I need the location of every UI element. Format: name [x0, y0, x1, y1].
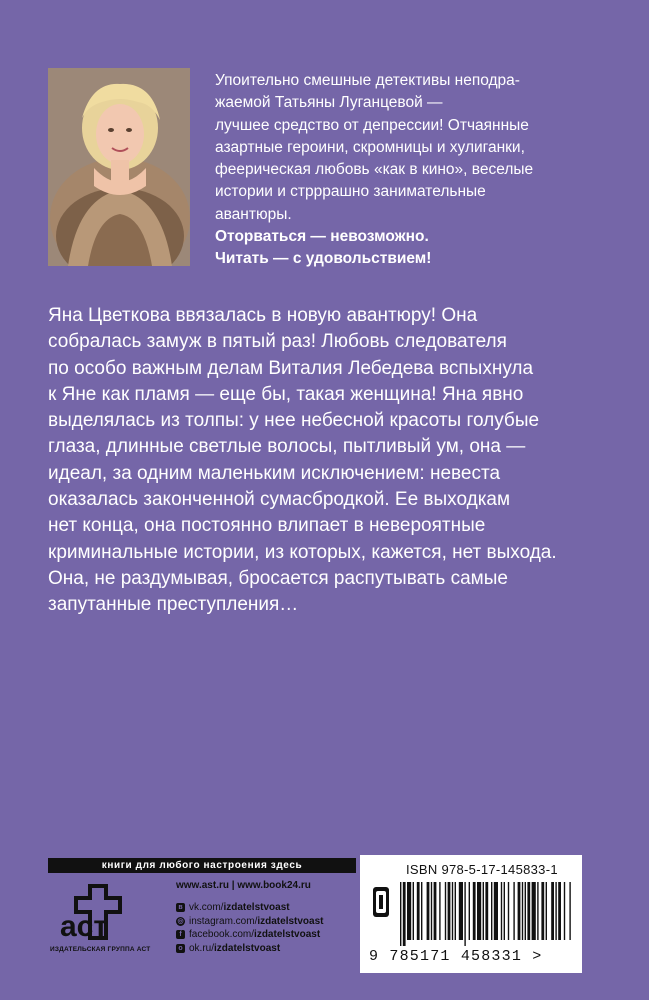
barcode-bar [551, 882, 554, 940]
barcode-bar [558, 882, 561, 940]
social-prefix: facebook.com/ [189, 929, 255, 941]
barcode-bar [403, 882, 406, 946]
description-line: криминальные истории, из которых, кажется, нет выхода. [48, 541, 557, 563]
isbn: ISBN 978-5-17-145833-1 [406, 862, 558, 877]
description-line: собралась замуж в пятый раз! Любовь следователя [48, 331, 507, 353]
vk-icon: в [176, 903, 185, 912]
blurb-line: истории и стрррашно занимательные [215, 183, 486, 201]
barcode-bar [483, 882, 484, 940]
description-line: глаза, длинные светлые волосы, пытливый ум, она — [48, 436, 526, 458]
barcode-bar [522, 882, 523, 940]
barcode-bar [508, 882, 509, 940]
barcode-bar [417, 882, 420, 940]
description-line: Она, не раздумывая, бросается распутывать самые [48, 567, 508, 589]
barcode-bar [434, 882, 437, 940]
barcode-bar [525, 882, 526, 940]
publisher-caption: ИЗДАТЕЛЬСКАЯ ГРУППА АСТ [50, 946, 151, 953]
barcode-bar [477, 882, 481, 940]
social-handle: izdatelstvoast [257, 915, 324, 927]
barcode-bar [527, 882, 530, 940]
barcode-bar [407, 882, 411, 940]
social-handle: izdatelstvoast [254, 929, 321, 941]
social-prefix: instagram.com/ [189, 915, 258, 927]
description-line: к Яне как пламя — еще бы, такая женщина! Яна явно [48, 383, 524, 405]
barcode-bar [473, 882, 476, 940]
barcode-bar [439, 882, 440, 940]
age-seal-icon [372, 886, 390, 918]
barcode-bar [448, 882, 451, 940]
barcode-bar [504, 882, 505, 940]
blurb [215, 70, 615, 271]
blurb-line: жаемой Татьяны Луганцевой — [215, 94, 443, 112]
barcode-bar [459, 882, 463, 940]
description-line: нет конца, она постоянно влипает в невероятные [48, 515, 486, 537]
description-line: по особо важным делам Виталия Лебедева вспыхнула [48, 357, 534, 379]
author-photo [48, 68, 190, 266]
barcode-bar [532, 882, 536, 940]
odnoklassniki-icon: о [176, 944, 185, 953]
blurb-line: лучшее средство от депрессии! Отчаянные [215, 116, 529, 134]
barcode-bar [513, 882, 514, 940]
blurb-line: Упоительно смешные детективы неподра- [215, 72, 520, 89]
blurb-line: азартные героини, скромницы и хулиганки, [215, 138, 525, 156]
social-link-vk[interactable] [176, 901, 366, 915]
barcode-digits: 9 785171 458331 > [369, 948, 543, 965]
barcode-bar [537, 882, 538, 940]
website-links[interactable]: www.ast.ru | www.book24.ru [176, 880, 311, 891]
barcode-bar [421, 882, 422, 940]
barcode [400, 882, 572, 946]
barcode-bar [413, 882, 414, 940]
description-line: Яна Цветкова ввязалась в новую авантюру! Она [48, 305, 478, 326]
barcode-bar [431, 882, 432, 940]
barcode-bar [469, 882, 470, 940]
tagline-banner: книги для любого настроения здесь [48, 858, 356, 873]
barcode-bar [569, 882, 570, 940]
description-line: идеал, за одним маленьким исключением: невеста [48, 462, 501, 484]
barcode-bar [455, 882, 456, 940]
barcode-bar [501, 882, 502, 940]
blurb-line: авантюры. [215, 205, 292, 223]
blurb-bold-line: Оторваться — невозможно. [215, 228, 429, 246]
blurb-line: феерическая любовь «как в кино», веселые [215, 161, 534, 179]
book-description [48, 303, 608, 619]
social-handle: izdatelstvoast [214, 942, 281, 954]
barcode-bar [494, 882, 498, 940]
barcode-bar [541, 882, 544, 940]
description-line: оказалась законченной сумасбродкой. Ее выходкам [48, 489, 511, 511]
barcode-bar [445, 882, 446, 940]
blurb-bold-line: Читать — с удовольствием! [215, 250, 432, 268]
social-handle: izdatelstvoast [223, 902, 290, 914]
barcode-bar [555, 882, 556, 940]
description-line: запутанные преступления… [48, 594, 299, 616]
barcode-bar [546, 882, 547, 940]
ast-logo [52, 880, 162, 950]
barcode-bar [452, 882, 453, 940]
social-prefix: vk.com/ [189, 902, 224, 914]
barcode-bar [518, 882, 521, 940]
social-link-instagram[interactable] [176, 915, 366, 929]
social-link-odnoklassniki[interactable] [176, 942, 366, 956]
social-link-facebook[interactable] [176, 928, 366, 942]
barcode-bar [464, 882, 465, 946]
barcode-bar [491, 882, 492, 940]
social-prefix: ok.ru/ [189, 942, 215, 954]
instagram-icon: ◎ [177, 917, 184, 925]
facebook-icon: f [176, 930, 185, 939]
logo-text: аст [60, 910, 109, 943]
publisher-links [176, 880, 366, 955]
barcode-bar [400, 882, 401, 946]
description-line: выделялась из толпы: у нее небесной красоты голубые [48, 410, 540, 432]
barcode-bar [564, 882, 565, 940]
barcode-bar [485, 882, 488, 940]
barcode-bar [427, 882, 430, 940]
